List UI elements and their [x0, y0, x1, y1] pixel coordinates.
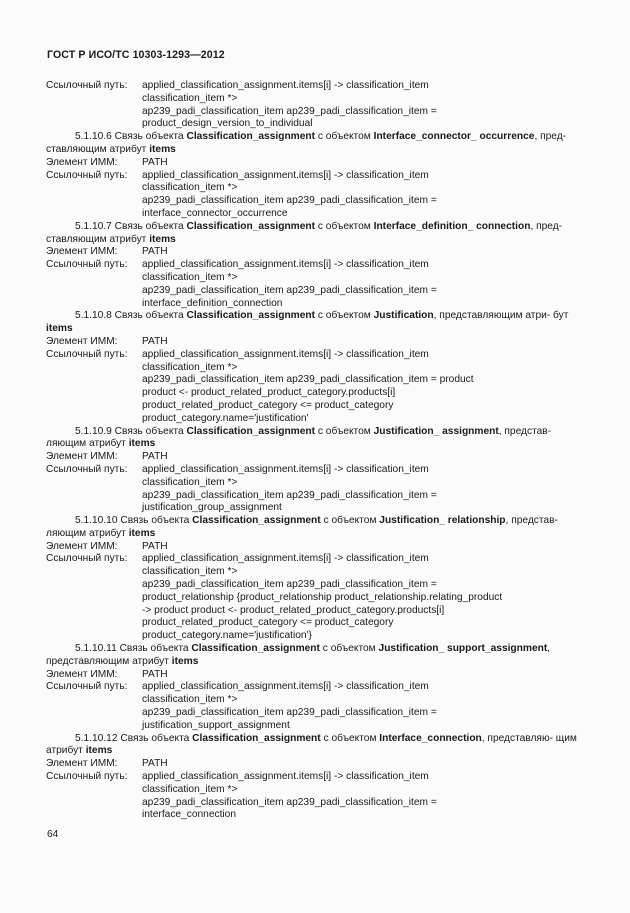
section-text: Связь объекта [120, 732, 190, 744]
section-text: с объектом [323, 515, 377, 527]
imm-element-value: PATH [142, 540, 168, 552]
section-number: 5.1.10.7 [75, 220, 112, 232]
ref-path-line: interface_definition_connection [142, 297, 283, 309]
ref-path-label: Ссылочный путь: [46, 681, 128, 693]
ref-path-row [46, 464, 586, 477]
imm-element-value: PATH [142, 758, 168, 770]
ref-path-row [46, 592, 586, 605]
target-entity-name: Interface_connector_ occurrence [373, 131, 535, 143]
page-number: 64 [47, 829, 59, 840]
ref-path-row [46, 797, 586, 810]
sections-container [46, 131, 586, 822]
ref-path-line: applied_classification_assignment.items[i] -> classification_item [142, 169, 429, 181]
ref-path-line: classification_item *> [142, 271, 238, 283]
ref-path-line: applied_classification_assignment.items[i] -> classification_item [142, 80, 429, 91]
section-number: 5.1.10.9 [75, 425, 112, 437]
ref-path-row [46, 413, 586, 426]
section-number: 5.1.10.8 [75, 310, 112, 322]
imm-element-row [46, 336, 586, 349]
entity-name: Classification_assignment [192, 732, 321, 744]
imm-element-value: PATH [142, 451, 168, 463]
imm-element-row [46, 758, 586, 771]
imm-element-label: Элемент ИММ: [46, 758, 118, 770]
ref-path-row [46, 298, 586, 311]
section-text: Связь объекта [114, 310, 184, 322]
ref-path-row [46, 118, 586, 131]
section-heading [46, 643, 586, 669]
entity-name: Classification_assignment [192, 515, 321, 527]
imm-element-label: Элемент ИММ: [46, 668, 118, 680]
imm-element-label: Элемент ИММ: [46, 156, 118, 168]
imm-element-value: PATH [142, 668, 168, 680]
section-text: с объектом [317, 220, 371, 232]
section-heading [46, 733, 586, 759]
ref-path-line: justification_support_assignment [142, 719, 290, 731]
ref-path-line: classification_item *> [142, 92, 238, 104]
target-entity-name: Justification_ relationship [379, 515, 506, 527]
imm-element-label: Элемент ИММ: [46, 246, 118, 258]
ref-path-row [46, 694, 586, 707]
section-text: с объектом [317, 310, 371, 322]
entity-name: Classification_assignment [191, 643, 320, 655]
ref-path-line: ap239_padi_classification_item ap239_padi_classification_item = [142, 707, 437, 719]
ref-path-label: Ссылочный путь: [46, 463, 128, 475]
ref-path-label: Ссылочный путь: [46, 553, 128, 565]
ref-path-line: ap239_padi_classification_item ap239_padi_classification_item = [142, 489, 437, 501]
imm-element-label: Элемент ИММ: [46, 451, 118, 463]
ref-path-row [46, 490, 586, 503]
section-text: с объектом [322, 643, 376, 655]
ref-path-line: classification_item *> [142, 566, 238, 578]
ref-path-line: -> product product <- product_related_product_category.products[i] [142, 604, 445, 616]
ref-path-row [46, 502, 586, 515]
section-heading [46, 310, 586, 336]
ref-path-row [46, 182, 586, 195]
section-number: 5.1.10.11 [75, 643, 117, 655]
imm-element-row [46, 451, 586, 464]
ref-path-line: product_design_version_to_individual [142, 118, 313, 130]
ref-path-row [46, 195, 586, 208]
document-body [46, 80, 586, 822]
ref-path-row [46, 617, 586, 630]
section-number: 5.1.10.10 [75, 515, 118, 527]
ref-path-label: Ссылочный путь: [46, 80, 128, 91]
ref-path-row [46, 208, 586, 221]
ref-path-row [46, 707, 586, 720]
section-text: , представ- ляющим атрибут [46, 425, 552, 450]
entity-name: Classification_assignment [186, 220, 316, 232]
ref-path-line: interface_connector_occurrence [142, 207, 288, 219]
entity-name: Classification_assignment [186, 310, 316, 322]
imm-element-row [46, 246, 586, 259]
section-text: с объектом [323, 732, 377, 744]
ref-path-line: ap239_padi_classification_item ap239_padi_classification_item = [142, 284, 437, 296]
ref-path-row [46, 272, 586, 285]
section-text: , представ- ляющим атрибут [46, 515, 558, 539]
ref-path-line: ap239_padi_classification_item ap239_padi_classification_item = [142, 195, 437, 207]
ref-path-line: ap239_padi_classification_item ap239_padi_classification_item = [142, 105, 437, 117]
section-text: Связь объекта [120, 515, 190, 527]
ref-path-row [46, 400, 586, 413]
section-text: с объектом [317, 425, 371, 437]
target-entity-name: Interface_connection [379, 732, 482, 744]
section-text: Связь объекта [114, 131, 184, 143]
section-heading [46, 426, 586, 452]
ref-path-line: product_related_product_category <= product_category [142, 399, 394, 411]
section-heading [46, 221, 586, 247]
ref-path-line: classification_item *> [142, 182, 238, 194]
ref-path-line: applied_classification_assignment.items[i] -> classification_item [142, 348, 429, 360]
ref-path-line: applied_classification_assignment.items[i] -> classification_item [142, 553, 429, 565]
imm-element-value: PATH [142, 156, 168, 168]
section-text: , представляю- щим атрибут [46, 732, 577, 757]
ref-path-row [46, 285, 586, 298]
section-number: 5.1.10.6 [75, 131, 112, 143]
section-number: 5.1.10.12 [75, 732, 118, 744]
ref-path-label: Ссылочный путь: [46, 771, 128, 783]
ref-path-line: applied_classification_assignment.items[i] -> classification_item [142, 771, 429, 783]
target-entity-name: Interface_definition_ connection [373, 220, 531, 232]
section-text: , пред- ставляющим атрибут [46, 220, 563, 245]
attribute-name: items [128, 527, 156, 539]
section-text: , пред- ставляющим атрибут [46, 131, 567, 155]
entity-name: Classification_assignment [186, 425, 316, 437]
ref-path-label: Ссылочный путь: [46, 169, 128, 181]
section-heading [46, 131, 586, 157]
ref-path-line: interface_connection [142, 809, 237, 821]
imm-element-label: Элемент ИММ: [46, 540, 118, 552]
ref-path-row [46, 566, 586, 579]
document-header: ГОСТ Р ИСО/ТС 10303-1293—2012 [47, 49, 225, 61]
ref-path-row [46, 720, 586, 733]
target-entity-name: Justification [373, 310, 434, 322]
ref-path-row [46, 784, 586, 797]
section-text: Связь объекта [119, 643, 189, 655]
ref-path-line: classification_item *> [142, 361, 238, 373]
ref-path-row [46, 477, 586, 490]
ref-path-line: classification_item *> [142, 783, 238, 795]
attribute-name: items [128, 438, 156, 450]
ref-path-line: applied_classification_assignment.items[i] -> classification_item [142, 681, 429, 693]
ref-path-label: Ссылочный путь: [46, 348, 128, 360]
attribute-name: items [46, 323, 73, 335]
attribute-name: items [85, 745, 113, 757]
entity-name: Classification_assignment [186, 131, 316, 143]
ref-path-line: product_related_product_category <= product_category [142, 617, 394, 629]
ref-path-row [46, 809, 586, 822]
ref-path-row [46, 387, 586, 400]
imm-element-row [46, 669, 586, 682]
ref-path-line: classification_item *> [142, 476, 238, 488]
ref-path-line: product_relationship {product_relationship product_relationship.relating_product [142, 591, 503, 603]
attribute-name: items [149, 143, 176, 155]
ref-path-line: product_category.name='justification' [142, 412, 309, 424]
ref-path-row [46, 80, 586, 93]
imm-element-row [46, 157, 586, 170]
ref-path-row [46, 553, 586, 566]
ref-path-row [46, 374, 586, 387]
ref-path-row [46, 170, 586, 183]
ref-path-row [46, 681, 586, 694]
ref-path-line: justification_group_assignment [142, 502, 282, 514]
ref-path-line: applied_classification_assignment.items[i] -> classification_item [142, 463, 429, 475]
attribute-name: items [171, 655, 199, 667]
section-text: с объектом [317, 131, 371, 143]
target-entity-name: Justification_ assignment [373, 425, 499, 437]
imm-element-value: PATH [142, 246, 168, 258]
ref-path-row [46, 93, 586, 106]
imm-element-label: Элемент ИММ: [46, 335, 118, 347]
ref-path-label: Ссылочный путь: [46, 259, 128, 271]
ref-path-row [46, 771, 586, 784]
ref-path-line: applied_classification_assignment.items[i] -> classification_item [142, 259, 429, 271]
ref-path-row [46, 605, 586, 618]
ref-path-row [46, 630, 586, 643]
ref-path-row [46, 349, 586, 362]
target-entity-name: Justification_ support_assignment [378, 643, 548, 655]
section-text: , представляющим атрибут [46, 643, 551, 667]
ref-path-line: product_category.name='justification'} [142, 630, 312, 642]
imm-element-row [46, 541, 586, 554]
section-text: Связь объекта [114, 425, 184, 437]
ref-path-line: product <- product_related_product_category.products[i] [142, 387, 396, 399]
section-text: , представляющим атри- бут [433, 310, 569, 322]
ref-path-line: ap239_padi_classification_item ap239_padi_classification_item = [142, 796, 437, 808]
ref-path-line: classification_item *> [142, 694, 238, 706]
ref-path-row [46, 106, 586, 119]
ref-path-line: ap239_padi_classification_item ap239_padi_classification_item = product [142, 374, 474, 386]
ref-path-row [46, 579, 586, 592]
ref-path-line: ap239_padi_classification_item ap239_padi_classification_item = [142, 579, 437, 591]
attribute-name: items [149, 233, 176, 245]
section-heading [46, 515, 586, 541]
ref-path-row [46, 259, 586, 272]
imm-element-value: PATH [142, 335, 168, 347]
section-text: Связь объекта [114, 220, 184, 232]
ref-path-row [46, 362, 586, 375]
